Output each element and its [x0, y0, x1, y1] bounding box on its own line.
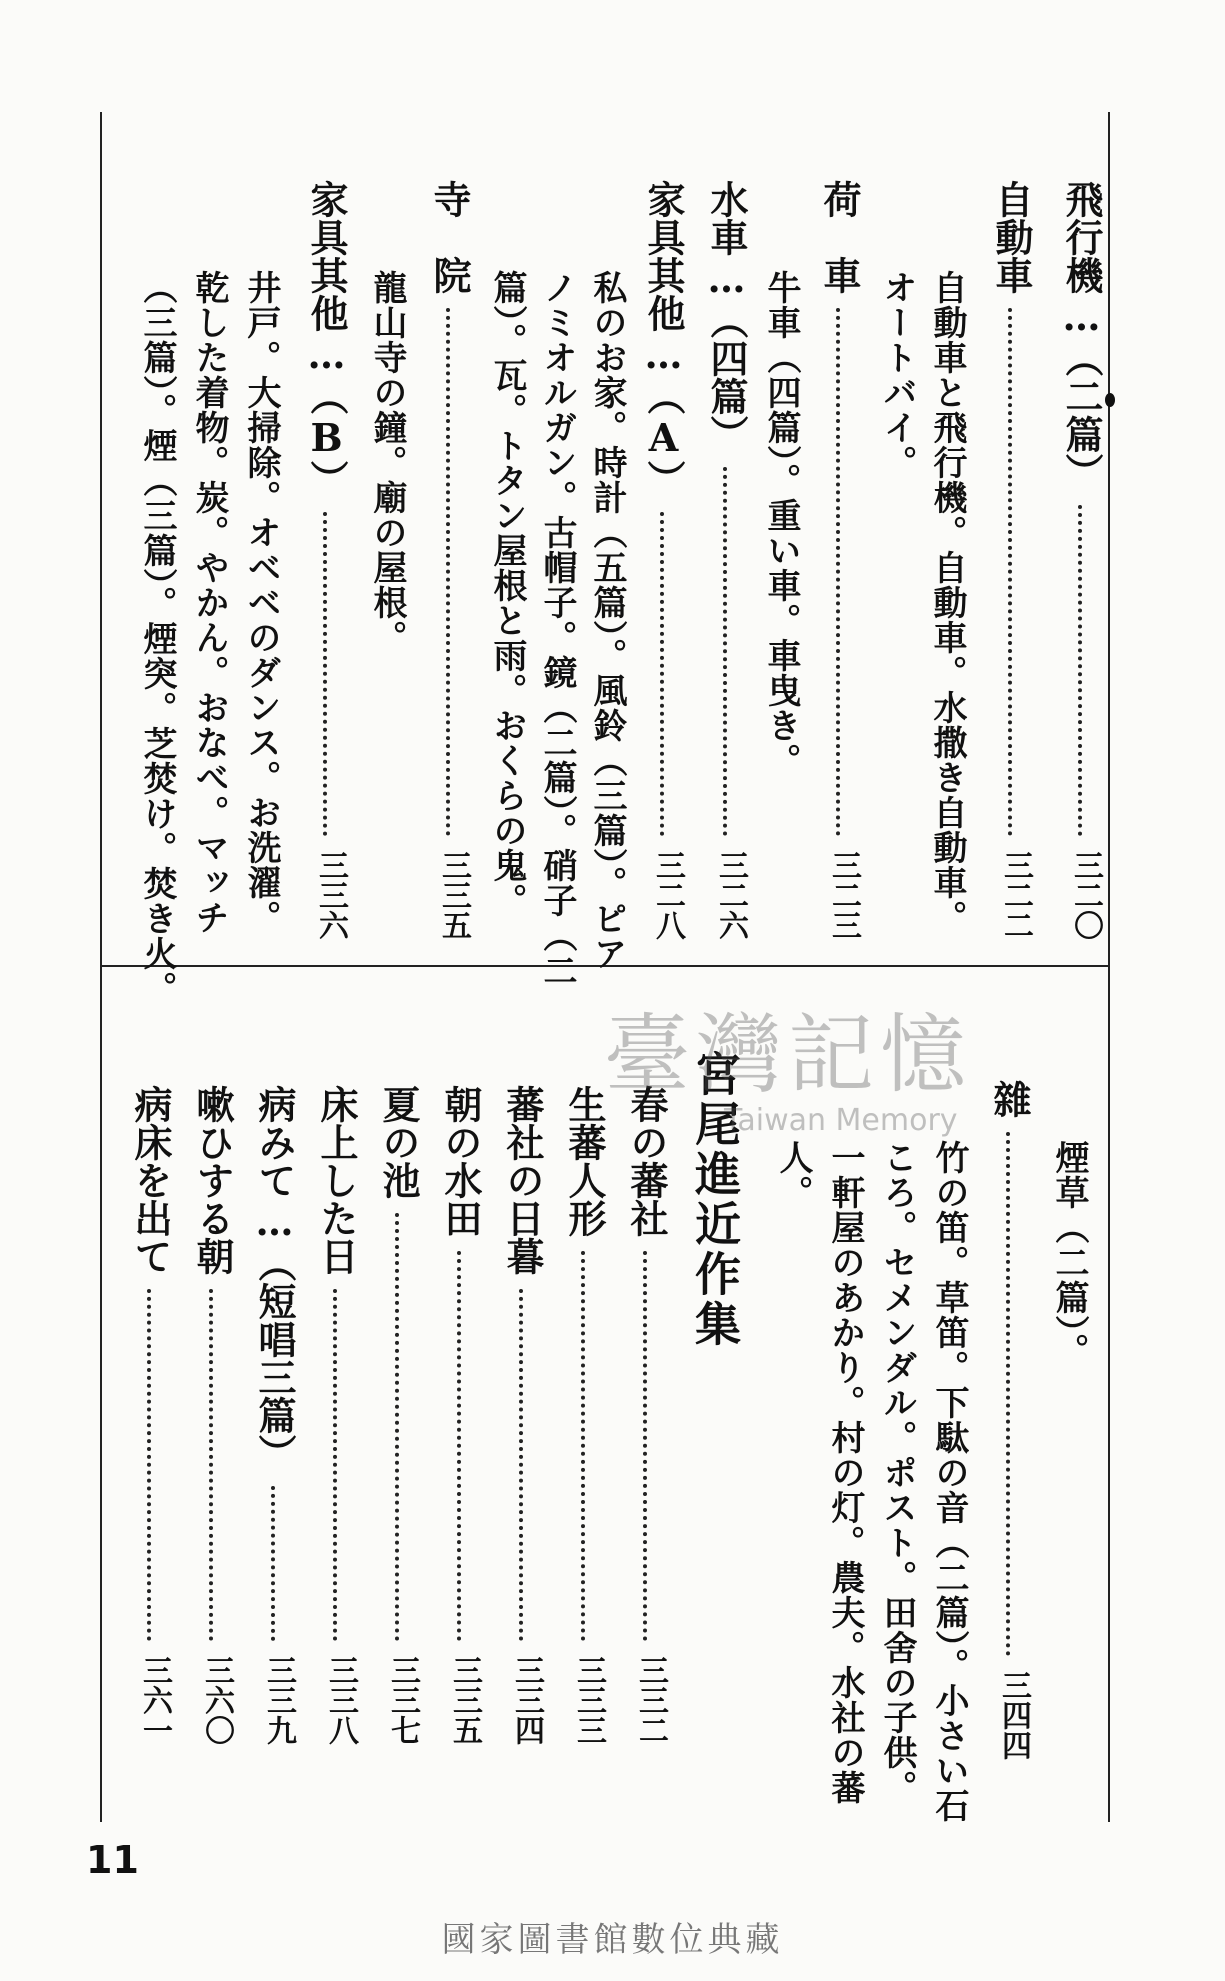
toc-entry[interactable] [624, 1085, 669, 1745]
section-title: 宮尾進近作集 [688, 1050, 742, 1350]
toc-entry[interactable] [989, 180, 1034, 940]
entry-items: オートバイ。 [877, 270, 917, 480]
leader-dots [1008, 308, 1012, 836]
toc-entry[interactable] [987, 1080, 1032, 1760]
ink-mark [1105, 393, 1115, 407]
toc-entry[interactable] [376, 1085, 421, 1745]
entry-title: 飛行機…（二篇） [1059, 180, 1104, 491]
entry-items: 人。 [773, 1140, 813, 1210]
page-number: 11 [86, 1838, 139, 1882]
entry-title: 生蕃人形 [562, 1085, 607, 1237]
toc-entry[interactable] [252, 1085, 297, 1745]
page-ref: 三四四 [996, 1670, 1031, 1760]
toc-entry[interactable] [438, 1085, 483, 1745]
leader-dots [1006, 1132, 1010, 1656]
entry-title: 家具其他…（A） [641, 180, 686, 498]
page-ref: 三六〇 [199, 1655, 234, 1745]
entry-title: 病みて…（短唱三篇） [252, 1085, 297, 1472]
page-ref: 三三五 [436, 850, 471, 940]
page-ref: 三二〇 [1068, 850, 1103, 940]
entry-title: 自動車 [989, 180, 1034, 294]
entry-title: 家具其他…（B） [304, 180, 349, 498]
toc-entry[interactable] [641, 180, 686, 940]
page-ref: 三三二 [633, 1655, 668, 1745]
leader-dots [836, 308, 840, 836]
page-ref: 三三五 [447, 1655, 482, 1745]
leader-dots [147, 1289, 151, 1641]
entry-items: （三篇）。煙（三篇）。煙突。芝焚け。焚き火。 [137, 270, 177, 1006]
entry-items: 龍山寺の鐘。廟の屋根。 [367, 270, 407, 655]
entry-items: 私のお家。時計（五篇）。風鈴（三篇）。ピア [587, 270, 627, 971]
leader-dots [395, 1213, 399, 1641]
entry-title: 夏の池 [376, 1085, 421, 1199]
watermark-sub: Taiwan Memory [724, 1103, 958, 1138]
entry-items: 篇）。瓦。トタン屋根と雨。おくらの鬼。 [487, 270, 527, 918]
entry-title: 朝の水田 [438, 1085, 483, 1237]
entry-items: ノミオルガン。古帽子。鏡（二篇）。硝子（二 [537, 270, 577, 988]
leader-dots [519, 1289, 523, 1641]
entry-title: 水車…（四篇） [704, 180, 749, 453]
page-ref: 三六一 [137, 1655, 172, 1745]
leader-dots [323, 512, 327, 836]
entry-items: 一軒屋のあかり。村の灯。農夫。水社の蕃 [825, 1140, 865, 1805]
leader-dots [660, 512, 664, 836]
leader-dots [271, 1486, 275, 1641]
leader-dots [643, 1251, 647, 1641]
toc-entry[interactable] [817, 180, 862, 940]
leader-dots [446, 308, 450, 836]
toc-entry[interactable] [314, 1085, 359, 1745]
page-ref: 三二八 [650, 850, 685, 940]
entry-title: 病床を出て [128, 1085, 173, 1275]
toc-entry[interactable] [704, 180, 749, 940]
toc-entry[interactable] [190, 1085, 235, 1745]
page-ref: 三二二 [998, 850, 1033, 940]
toc-entry[interactable] [500, 1085, 545, 1745]
page-ref: 三三四 [509, 1655, 544, 1745]
page-ref: 三二六 [713, 850, 748, 940]
page-ref: 三三六 [313, 850, 348, 940]
watermark-main: 臺灣記憶 [604, 1005, 972, 1105]
leader-dots [1078, 505, 1082, 836]
leader-dots [209, 1289, 213, 1641]
entry-title: 床上した日 [314, 1085, 359, 1275]
footer-credit: 國家圖書館數位典藏 [441, 1920, 784, 1960]
entry-title: 蕃社の日暮 [500, 1085, 545, 1275]
toc-entry[interactable] [1059, 180, 1104, 940]
entry-items: 井戸。大掃除。オベベのダンス。お洗濯。 [241, 270, 281, 935]
page-ref: 三三九 [261, 1655, 296, 1745]
toc-entry[interactable] [562, 1085, 607, 1745]
entry-title: 春の蕃社 [624, 1085, 669, 1237]
page-ref: 三三八 [323, 1655, 358, 1745]
leader-dots [333, 1289, 337, 1641]
page-ref: 三三七 [385, 1655, 420, 1745]
entry-title: 荷 車 [817, 180, 862, 294]
entry-title: 寺 院 [427, 180, 472, 294]
entry-items: 竹の笛。草笛。下駄の音（二篇）。小さい石 [929, 1140, 969, 1823]
leader-dots [457, 1251, 461, 1641]
page-ref: 三三三 [571, 1655, 606, 1745]
toc-entry[interactable] [128, 1085, 173, 1745]
entry-title: 嗽ひする朝 [190, 1085, 235, 1275]
toc-entry[interactable] [304, 180, 349, 940]
entry-title: 雜 [987, 1080, 1032, 1118]
toc-entry[interactable] [427, 180, 472, 940]
entry-items: 牛車（四篇）。重い車。車曳き。 [761, 270, 801, 778]
entry-items: 乾した着物。炭。やかん。おなべ。マッチ [189, 270, 229, 935]
leader-dots [581, 1251, 585, 1641]
entry-items-continued: 煙草（二篇）。 [1049, 1140, 1089, 1368]
entry-items: 自動車と飛行機。自動車。水撒き自動車。 [927, 270, 967, 935]
leader-dots [723, 467, 727, 836]
entry-items: ころ。セメンダル。ポスト。田舍の子供。 [877, 1140, 917, 1805]
page-ref: 三二三 [826, 850, 861, 940]
